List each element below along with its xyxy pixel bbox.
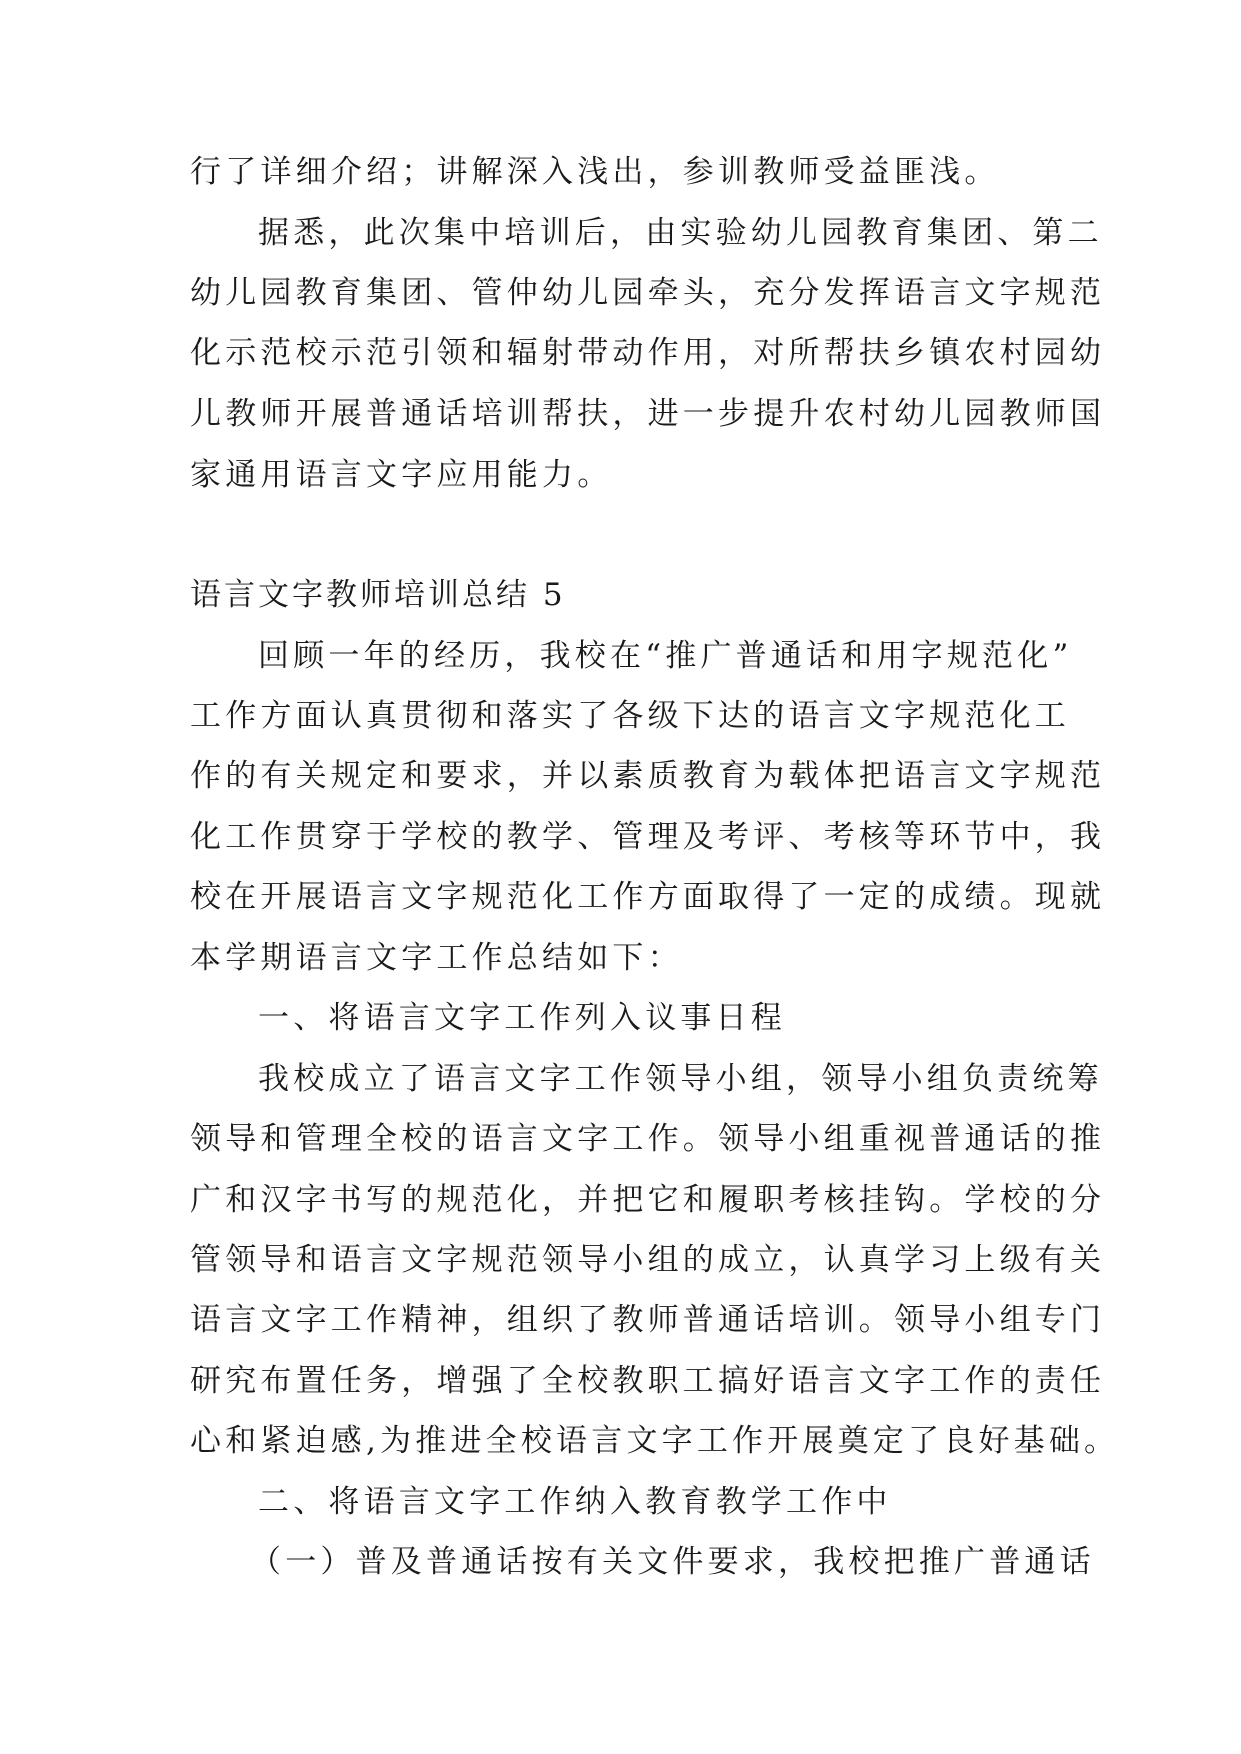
paragraph-line: 管领导和语言文字规范领导小组的成立，认真学习上级有关 [190,1242,1106,1278]
section-heading: 二、将语言文字工作纳入教育教学工作中 [258,1484,892,1520]
paragraph-line: 语言文字工作精神，组织了教师普通话培训。领导小组专门 [190,1302,1106,1338]
paragraph-line: 儿教师开展普通话培训帮扶，进一步提升农村幼儿园教师国 [190,396,1106,432]
paragraph-line: 行了详细介绍；讲解深入浅出，参训教师受益匪浅。 [190,154,1000,190]
paragraph-line: 作的有关规定和要求，并以素质教育为载体把语言文字规范 [190,758,1106,794]
paragraph-line: 化工作贯穿于学校的教学、管理及考评、考核等环节中，我 [190,819,1106,855]
paragraph-line: 校在开展语言文字规范化工作方面取得了一定的成绩。现就 [190,879,1106,915]
paragraph-line: 心和紧迫感,为推进全校语言文字工作开展奠定了良好基础。 [190,1423,1120,1459]
paragraph-line: 本学期语言文字工作总结如下： [190,940,683,976]
paragraph-line: 工作方面认真贯彻和落实了各级下达的语言文字规范化工 [190,698,1070,734]
paragraph-line: 广和汉字书写的规范化，并把它和履职考核挂钩。学校的分 [190,1182,1106,1218]
paragraph-line: 回顾一年的经历，我校在“推广普通话和用字规范化” [258,638,1073,674]
paragraph-line: 研究布置任务，增强了全校教职工搞好语言文字工作的责任 [190,1363,1106,1399]
section-title: 语言文字教师培训总结 5 [190,577,566,613]
paragraph-line: 我校成立了语言文字工作领导小组，领导小组负责统筹 [258,1061,1103,1097]
paragraph-line: 据悉，此次集中培训后，由实验幼儿园教育集团、第二 [258,215,1103,251]
paragraph-line: 幼儿园教育集团、管仲幼儿园牵头，充分发挥语言文字规范 [190,275,1106,311]
paragraph-line: 家通用语言文字应用能力。 [190,457,613,493]
paragraph-line: （一）普及普通话按有关文件要求，我校把推广普通话 [250,1544,1095,1580]
section-heading: 一、将语言文字工作列入议事日程 [258,1000,786,1036]
paragraph-line: 化示范校示范引领和辐射带动作用，对所帮扶乡镇农村园幼 [190,335,1106,371]
paragraph-line: 领导和管理全校的语言文字工作。领导小组重视普通话的推 [190,1121,1106,1157]
